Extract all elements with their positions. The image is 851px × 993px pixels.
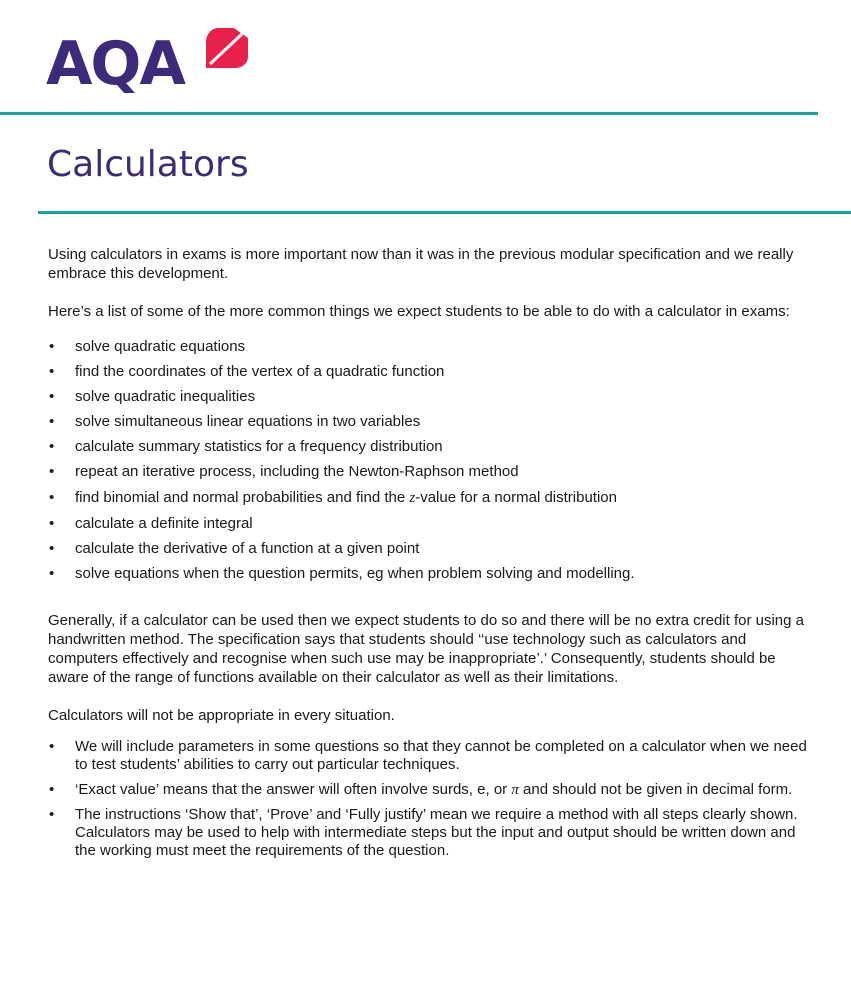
header-rule	[0, 112, 818, 115]
document-body	[48, 245, 813, 867]
list-item: • solve simultaneous linear equations in two variables	[48, 409, 813, 434]
list-item: • calculate summary statistics for a frequency distribution	[48, 434, 813, 459]
intro-paragraph-1: Using calculators in exams is more important now than it was in the previous modular specification and we really embrace this development.	[48, 246, 794, 282]
list-item: • The instructions ‘Show that’, ‘Prove’ and ‘Fully justify’ mean we require a method with all steps clearly shown. Calculators may be used to help with intermediate steps but the input and output should be written down and the working must meet the requirements of the question.	[48, 806, 813, 860]
list-item-text: -value for a normal distribution	[415, 488, 617, 506]
body-paragraph-1: Generally, if a calculator can be used then we expect students to do so and there will be no extra credit for using a handwritten method. The specification says that students should ‘‘use technology such as calculators and computers effectively and recognise when such use may be inappropriate’.’ Consequently, students should be aware of the range of functions available on their calculator as well as their limitations.	[48, 611, 804, 686]
list-item: • calculate a definite integral	[48, 511, 813, 536]
list-item: • repeat an iterative process, including the Newton-Raphson method	[48, 459, 813, 484]
list-item-text: ‘Exact value’ means that the answer will often involve surds, e, or	[75, 780, 512, 798]
list-item-text: and should not be given in decimal form.	[518, 780, 793, 798]
list-item-text: find binomial and normal probabilities and find the	[75, 488, 410, 506]
list-item: • find the coordinates of the vertex of a quadratic function	[48, 359, 813, 384]
title-rule	[38, 211, 851, 214]
pi-symbol: π	[511, 781, 519, 798]
list-item: • solve quadratic equations	[48, 334, 813, 359]
body-paragraph-2: Calculators will not be appropriate in every situation.	[48, 706, 395, 724]
list-item: • solve equations when the question permits, eg when problem solving and modelling.	[48, 561, 813, 586]
list-item	[48, 485, 813, 511]
page-title: Calculators	[47, 144, 249, 185]
calculator-skills-list	[48, 334, 813, 586]
aqa-logo-mark-icon	[204, 26, 250, 70]
aqa-logo	[46, 26, 256, 100]
calculator-limitations-list	[48, 738, 813, 860]
intro-paragraph-2: Here’s a list of some of the more common things we expect students to be able to do with a calculator in exams:	[48, 303, 790, 320]
aqa-logo-text: AQA	[46, 29, 184, 99]
z-variable: z	[409, 489, 416, 506]
list-item: • We will include parameters in some questions so that they cannot be completed on a calculator when we need to test students’ abilities to carry out particular techniques.	[48, 738, 813, 774]
list-item: • solve quadratic inequalities	[48, 384, 813, 409]
list-item	[48, 781, 813, 799]
list-item: • calculate the derivative of a function at a given point	[48, 536, 813, 561]
